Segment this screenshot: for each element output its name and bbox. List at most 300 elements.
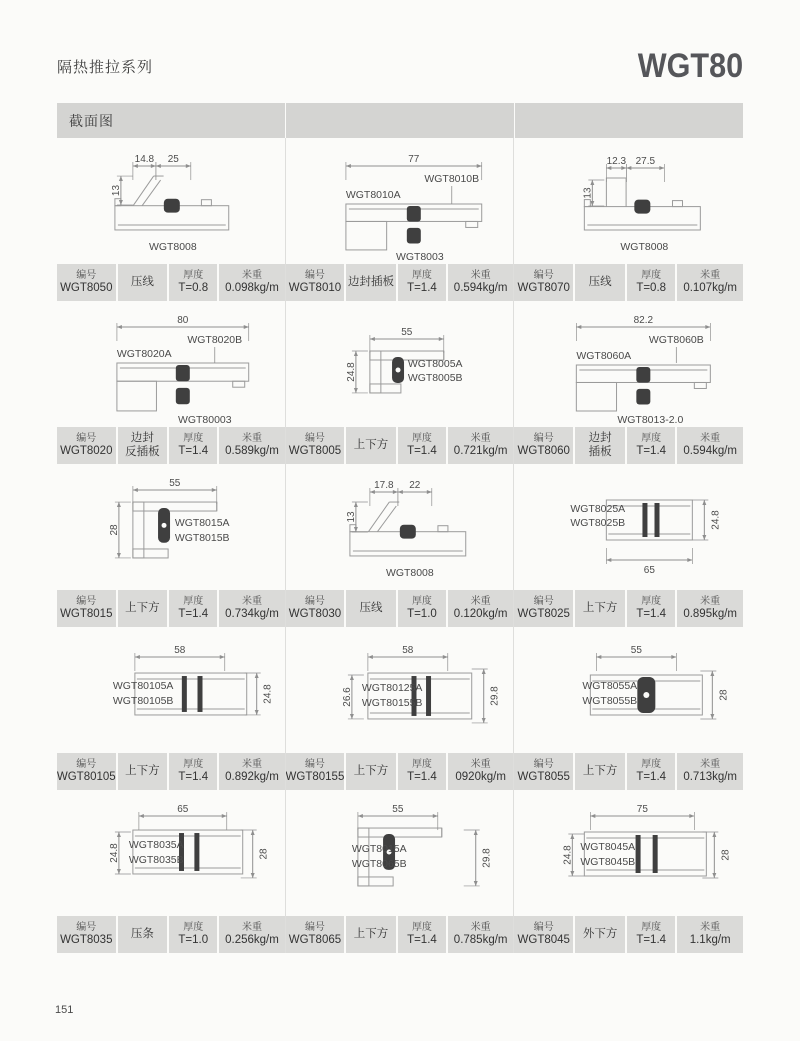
spec-id-label: 编号 — [533, 269, 554, 281]
svg-text:24.8: 24.8 — [710, 510, 722, 530]
profile-cell — [514, 627, 743, 790]
spec-weight-label: 米重 — [700, 758, 721, 770]
part-label: WGT8003 — [395, 251, 444, 263]
spec-type — [346, 590, 396, 627]
part-label: WGT8005B — [407, 372, 463, 384]
spec-weight — [677, 264, 743, 301]
spec-thickness-value: T=1.4 — [178, 770, 209, 783]
spec-id — [514, 264, 573, 301]
spec-weight — [448, 264, 513, 301]
svg-text:28: 28 — [720, 849, 732, 861]
spec-id — [286, 590, 345, 627]
spec-id — [514, 590, 573, 627]
profile-cell — [286, 301, 515, 464]
spec-strip — [286, 264, 514, 301]
part-label: WGT8015A — [174, 518, 230, 530]
spec-strip — [286, 427, 514, 464]
profile-diagram-svg — [514, 138, 743, 264]
spec-type — [346, 264, 396, 301]
spec-thickness-label: 厚度 — [411, 269, 432, 281]
section-header-cell: 截面图 — [57, 103, 285, 138]
spec-type-value: 压线 — [359, 601, 383, 614]
spec-weight-label: 米重 — [700, 921, 721, 933]
profile-diagram — [514, 464, 743, 590]
spec-weight-value: 0.098kg/m — [225, 281, 279, 294]
spec-id — [286, 427, 345, 464]
spec-thickness-label: 厚度 — [183, 758, 204, 770]
profile-diagram-svg — [57, 138, 285, 264]
spec-weight-label: 米重 — [470, 269, 491, 281]
svg-text:65: 65 — [177, 804, 189, 816]
svg-text:13: 13 — [110, 184, 122, 197]
spec-thickness-value: T=1.4 — [636, 770, 667, 783]
spec-weight-label: 米重 — [241, 921, 262, 933]
svg-text:24.8: 24.8 — [108, 843, 120, 863]
spec-type — [118, 916, 168, 953]
part-label: WGT8055B — [582, 695, 638, 707]
spec-thickness — [398, 753, 446, 790]
spec-id — [57, 753, 116, 790]
svg-text:58: 58 — [174, 645, 186, 657]
profile-cell — [286, 138, 515, 301]
svg-text:55: 55 — [391, 804, 404, 816]
profile-cell — [57, 790, 286, 953]
part-label: WGT8015B — [174, 532, 230, 544]
spec-thickness-label: 厚度 — [411, 758, 432, 770]
spec-weight-label: 米重 — [700, 269, 721, 281]
spec-type-value: 上下方 — [582, 601, 618, 614]
svg-text:77: 77 — [407, 154, 420, 166]
spec-id-value: WGT8035 — [60, 933, 113, 946]
spec-type-value: 边封 — [130, 431, 154, 444]
spec-id-value: WGT8055 — [517, 770, 570, 783]
spec-type-value: 反插板 — [125, 445, 160, 458]
part-label: WGT80155B — [361, 697, 423, 709]
spec-thickness-label: 厚度 — [641, 758, 662, 770]
spec-weight-value: 0.120kg/m — [453, 607, 508, 620]
profile-diagram-svg — [57, 627, 285, 753]
spec-weight-value: 0.107kg/m — [683, 281, 738, 294]
spec-weight — [677, 916, 743, 953]
part-label: WGT8060A — [576, 350, 632, 362]
spec-type — [118, 264, 168, 301]
spec-type — [575, 916, 625, 953]
spec-thickness-label: 厚度 — [183, 432, 204, 444]
spec-type — [575, 753, 625, 790]
spec-type — [346, 916, 396, 953]
spec-type — [575, 264, 625, 301]
spec-weight-label: 米重 — [470, 758, 491, 770]
spec-type-value: 上下方 — [582, 764, 618, 777]
spec-weight-label: 米重 — [700, 432, 721, 444]
spec-id-value: WGT8020 — [60, 444, 113, 457]
spec-weight-label: 米重 — [700, 595, 721, 607]
spec-thickness-value: T=0.8 — [636, 281, 667, 294]
spec-weight-value: 0.721kg/m — [453, 444, 508, 457]
spec-strip — [57, 590, 285, 627]
spec-thickness-value: T=1.4 — [636, 444, 667, 457]
spec-id-value: WGT8070 — [517, 281, 570, 294]
page-number: 151 — [55, 1004, 74, 1016]
svg-text:17.8: 17.8 — [373, 480, 394, 492]
spec-strip — [57, 753, 285, 790]
spec-id-value: WGT8050 — [60, 281, 113, 294]
spec-thickness-value: T=1.4 — [407, 444, 437, 457]
spec-strip — [286, 753, 514, 790]
spec-id-label: 编号 — [304, 758, 325, 770]
part-label: WGT80003 — [178, 414, 232, 426]
spec-thickness-value: T=1.4 — [407, 770, 437, 783]
spec-id — [514, 427, 573, 464]
profile-diagram — [514, 790, 743, 916]
spec-weight — [219, 590, 284, 627]
spec-thickness-value: T=1.0 — [407, 607, 437, 620]
spec-weight-label: 米重 — [241, 758, 262, 770]
spec-type — [575, 590, 625, 627]
svg-text:28: 28 — [108, 524, 120, 536]
profile-diagram-svg — [514, 627, 743, 753]
part-label: WGT8005A — [407, 358, 463, 370]
spec-thickness-value: T=1.4 — [636, 933, 667, 946]
profile-cell — [57, 138, 286, 301]
part-label: WGT8055A — [582, 680, 638, 692]
spec-thickness-label: 厚度 — [641, 269, 662, 281]
part-label: WGT8008 — [385, 567, 434, 579]
profile-diagram — [286, 138, 514, 264]
model-title: WGT80 — [637, 46, 743, 85]
spec-thickness-value: T=0.8 — [178, 281, 209, 294]
spec-thickness — [398, 264, 446, 301]
spec-weight-value: 0.713kg/m — [683, 770, 738, 783]
spec-thickness-label: 厚度 — [183, 921, 204, 933]
profile-cell — [286, 627, 515, 790]
part-label: WGT8025A — [570, 503, 626, 515]
svg-text:13: 13 — [582, 187, 594, 199]
svg-text:29.8: 29.8 — [481, 848, 493, 868]
svg-text:13: 13 — [345, 511, 357, 523]
part-label: WGT8060B — [649, 334, 705, 346]
spec-strip — [286, 916, 514, 953]
profile-diagram — [57, 627, 285, 753]
profile-diagram-svg — [286, 301, 514, 427]
profile-diagram — [286, 301, 514, 427]
spec-thickness-value: T=1.4 — [407, 281, 437, 294]
spec-thickness — [398, 916, 446, 953]
profile-diagram-svg — [57, 301, 285, 427]
svg-text:55: 55 — [400, 327, 413, 339]
profile-diagram — [57, 301, 285, 427]
spec-type-value: 上下方 — [353, 438, 389, 451]
spec-thickness-label: 厚度 — [411, 921, 432, 933]
spec-weight — [448, 590, 513, 627]
spec-thickness-value: T=1.4 — [178, 607, 209, 620]
part-label: WGT80125A — [361, 682, 423, 694]
spec-id-value: WGT8060 — [517, 444, 570, 457]
spec-id — [514, 753, 573, 790]
spec-weight-value: 0920kg/m — [455, 770, 506, 783]
spec-thickness-label: 厚度 — [641, 921, 662, 933]
spec-thickness — [169, 264, 217, 301]
spec-id-label: 编号 — [304, 595, 325, 607]
profile-cell — [57, 627, 286, 790]
section-table — [57, 103, 743, 953]
profile-diagram — [57, 790, 285, 916]
spec-weight — [448, 916, 513, 953]
spec-id-value: WGT8025 — [517, 607, 570, 620]
spec-id — [286, 753, 345, 790]
profile-cell — [57, 301, 286, 464]
spec-id-label: 编号 — [76, 758, 97, 770]
spec-id — [57, 264, 116, 301]
spec-weight — [219, 427, 284, 464]
part-label: WGT8013-2.0 — [617, 414, 684, 426]
spec-id-label: 编号 — [76, 595, 97, 607]
part-label: WGT8020B — [187, 335, 243, 347]
svg-text:24.8: 24.8 — [562, 845, 574, 865]
spec-thickness — [398, 590, 446, 627]
spec-thickness — [169, 427, 217, 464]
spec-thickness — [169, 590, 217, 627]
part-label: WGT80105A — [112, 681, 174, 693]
svg-text:29.8: 29.8 — [489, 686, 501, 706]
spec-id-value: WGT80105 — [57, 770, 116, 783]
spec-strip — [57, 916, 285, 953]
spec-thickness — [169, 916, 217, 953]
part-label: WGT8010B — [424, 174, 479, 186]
section-table-header — [57, 103, 743, 138]
svg-text:14.8: 14.8 — [134, 154, 155, 166]
spec-type-value: 压线 — [130, 275, 154, 288]
spec-id-value: WGT8005 — [288, 444, 342, 457]
spec-strip — [57, 427, 285, 464]
part-label: WGT8015A — [351, 844, 407, 856]
part-label: WGT8010A — [345, 190, 401, 202]
spec-weight-value: 1.1kg/m — [689, 933, 731, 946]
svg-text:28: 28 — [718, 689, 730, 701]
spec-type — [575, 427, 625, 464]
spec-id-label: 编号 — [533, 758, 554, 770]
profile-diagram — [514, 627, 743, 753]
spec-thickness-value: T=1.4 — [636, 607, 667, 620]
spec-weight — [219, 916, 284, 953]
spec-id-label: 编号 — [76, 921, 97, 933]
spec-thickness — [169, 753, 217, 790]
spec-type-value: 边封插板 — [348, 275, 395, 288]
spec-weight-label: 米重 — [241, 595, 262, 607]
profile-diagram-svg — [57, 464, 285, 590]
spec-weight — [448, 427, 513, 464]
spec-thickness-label: 厚度 — [183, 269, 204, 281]
spec-weight-value: 0.594kg/m — [453, 281, 508, 294]
spec-id-label: 编号 — [304, 921, 325, 933]
spec-type-value: 上下方 — [353, 927, 389, 940]
svg-text:12.3: 12.3 — [606, 156, 627, 167]
svg-text:24.8: 24.8 — [345, 362, 357, 382]
profile-diagram — [57, 464, 285, 590]
spec-id — [57, 590, 116, 627]
spec-strip — [514, 427, 743, 464]
spec-weight — [677, 753, 743, 790]
profile-cell — [286, 464, 515, 627]
spec-weight — [448, 753, 513, 790]
spec-id-value: WGT8010 — [288, 281, 342, 294]
svg-text:82.2: 82.2 — [633, 315, 654, 326]
spec-type-value: 插板 — [588, 445, 612, 458]
svg-text:55: 55 — [631, 645, 643, 656]
spec-id-label: 编号 — [76, 432, 97, 444]
part-label: WGT80105B — [112, 695, 174, 707]
spec-weight-label: 米重 — [470, 595, 491, 607]
series-title: 隔热推拉系列 — [57, 58, 154, 76]
spec-id-label: 编号 — [533, 432, 554, 444]
profiles-grid — [57, 138, 743, 953]
profile-diagram-svg — [514, 790, 743, 916]
svg-text:80: 80 — [177, 315, 189, 327]
svg-text:75: 75 — [637, 804, 649, 815]
svg-text:26.6: 26.6 — [341, 687, 353, 707]
profile-cell — [514, 790, 743, 953]
spec-type-value: 压线 — [588, 275, 612, 288]
spec-type — [346, 427, 396, 464]
spec-id-value: WGT8065 — [288, 933, 342, 946]
spec-weight — [677, 590, 743, 627]
profile-diagram-svg — [514, 464, 743, 590]
profile-diagram — [514, 301, 743, 427]
spec-id-value: WGT80155 — [285, 770, 345, 783]
part-label: WGT8045A — [580, 841, 636, 853]
svg-text:58: 58 — [401, 645, 414, 657]
spec-id — [286, 264, 345, 301]
profile-cell — [514, 301, 743, 464]
spec-thickness-label: 厚度 — [183, 595, 204, 607]
spec-id-label: 编号 — [533, 595, 554, 607]
profile-diagram-svg — [286, 627, 514, 753]
part-label: WGT8045B — [580, 856, 636, 868]
spec-thickness-value: T=1.4 — [407, 933, 437, 946]
spec-weight-value: 0.594kg/m — [683, 444, 738, 457]
spec-thickness — [627, 427, 675, 464]
svg-text:28: 28 — [258, 848, 270, 860]
spec-type — [118, 427, 168, 464]
spec-type-value: 上下方 — [125, 601, 160, 614]
part-label: WGT8020A — [116, 349, 172, 361]
section-header-cell-empty — [286, 103, 514, 138]
profile-diagram — [57, 138, 285, 264]
profile-diagram-svg — [286, 790, 514, 916]
spec-type-value: 上下方 — [353, 764, 389, 777]
section-header-cell-empty — [515, 103, 743, 138]
profile-diagram — [514, 138, 743, 264]
svg-text:24.8: 24.8 — [262, 684, 274, 704]
spec-weight-label: 米重 — [241, 432, 262, 444]
spec-strip — [514, 264, 743, 301]
spec-thickness-value: T=1.0 — [178, 933, 209, 946]
spec-id-value: WGT8045 — [517, 933, 570, 946]
spec-type-value: 外下方 — [582, 927, 618, 940]
spec-type — [118, 590, 168, 627]
spec-thickness — [627, 753, 675, 790]
profile-diagram — [286, 790, 514, 916]
spec-id-label: 编号 — [76, 269, 97, 281]
svg-text:27.5: 27.5 — [635, 156, 656, 167]
profile-diagram — [286, 464, 514, 590]
spec-id — [57, 916, 116, 953]
spec-thickness — [627, 264, 675, 301]
part-label: WGT8008 — [620, 241, 669, 253]
part-label: WGT8025B — [570, 517, 626, 529]
part-label: WGT8065B — [351, 858, 407, 870]
spec-weight-value: 0.895kg/m — [683, 607, 738, 620]
spec-weight — [219, 753, 284, 790]
profile-cell — [57, 464, 286, 627]
spec-thickness-label: 厚度 — [641, 432, 662, 444]
part-label: WGT8035A — [128, 840, 184, 852]
spec-weight-value: 0.256kg/m — [225, 933, 279, 946]
spec-type — [346, 753, 396, 790]
spec-weight-value: 0.892kg/m — [225, 770, 279, 783]
spec-type-value: 压条 — [130, 927, 154, 940]
spec-weight-label: 米重 — [241, 269, 262, 281]
spec-strip — [57, 264, 285, 301]
profile-cell — [514, 464, 743, 627]
spec-weight-value: 0.734kg/m — [225, 607, 279, 620]
spec-weight — [219, 264, 284, 301]
spec-weight-value: 0.589kg/m — [225, 444, 279, 457]
spec-type-value: 边封 — [588, 431, 612, 444]
spec-id — [514, 916, 573, 953]
part-label: WGT8008 — [148, 241, 197, 253]
profile-diagram-svg — [286, 138, 514, 264]
profile-diagram-svg — [514, 301, 743, 427]
profile-diagram-svg — [57, 790, 285, 916]
part-label: WGT8035B — [128, 854, 184, 866]
svg-text:22: 22 — [408, 480, 421, 492]
profile-cell — [514, 138, 743, 301]
spec-thickness — [627, 916, 675, 953]
spec-type-value: 上下方 — [125, 764, 160, 777]
spec-strip — [514, 590, 743, 627]
spec-id-value: WGT8030 — [288, 607, 342, 620]
profile-diagram-svg — [286, 464, 514, 590]
spec-weight-label: 米重 — [470, 921, 491, 933]
spec-thickness-value: T=1.4 — [178, 444, 209, 457]
spec-id-label: 编号 — [304, 432, 325, 444]
spec-thickness — [627, 590, 675, 627]
svg-text:65: 65 — [644, 565, 656, 576]
page-header — [57, 44, 743, 88]
spec-strip — [286, 590, 514, 627]
spec-weight — [677, 427, 743, 464]
svg-text:25: 25 — [167, 154, 179, 166]
spec-id-value: WGT8015 — [60, 607, 113, 620]
spec-weight-value: 0.785kg/m — [453, 933, 508, 946]
profile-cell — [286, 790, 515, 953]
spec-type — [118, 753, 168, 790]
spec-strip — [514, 753, 743, 790]
spec-id-label: 编号 — [304, 269, 325, 281]
spec-id-label: 编号 — [533, 921, 554, 933]
spec-thickness-label: 厚度 — [641, 595, 662, 607]
spec-weight-label: 米重 — [470, 432, 491, 444]
spec-id — [57, 427, 116, 464]
spec-thickness-label: 厚度 — [411, 432, 432, 444]
spec-thickness-label: 厚度 — [411, 595, 432, 607]
svg-text:55: 55 — [169, 478, 181, 490]
spec-thickness — [398, 427, 446, 464]
profile-diagram — [286, 627, 514, 753]
spec-id — [286, 916, 345, 953]
spec-strip — [514, 916, 743, 953]
